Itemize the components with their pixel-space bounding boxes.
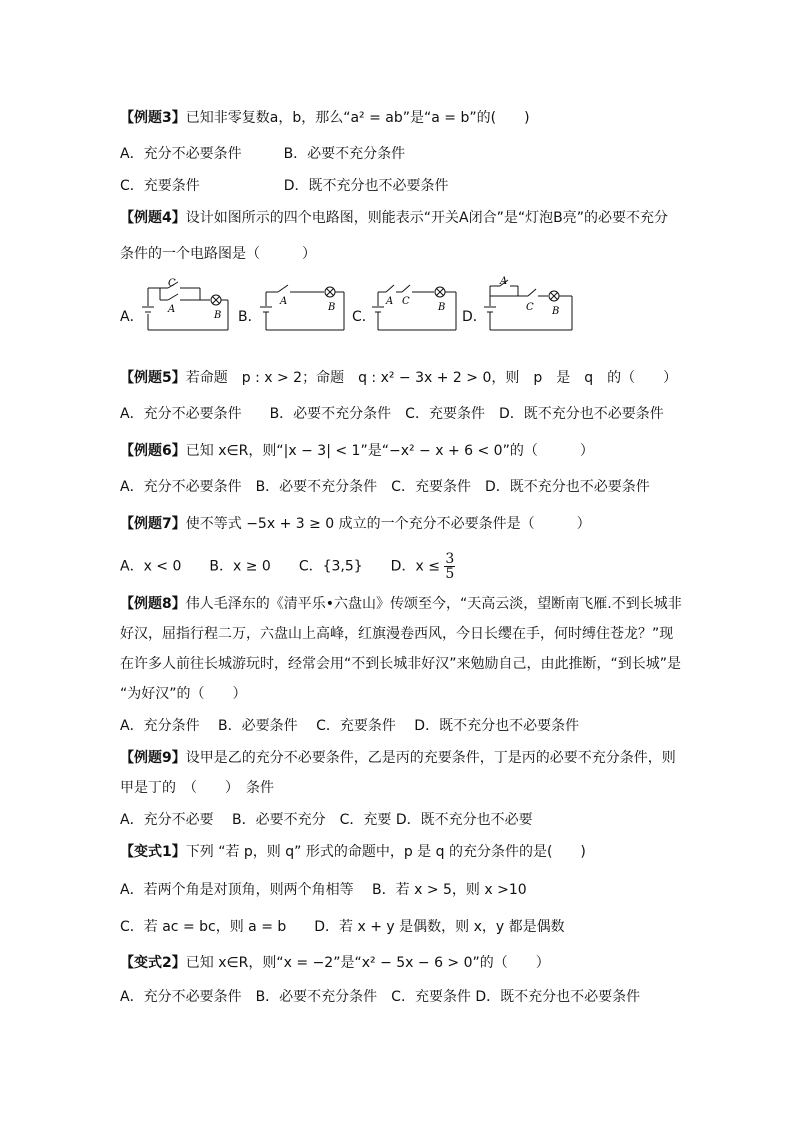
circuit-a-label-a: A: [168, 304, 176, 315]
variant-2-tag: 【变式2】: [120, 955, 186, 971]
example-4-text-2: 条件的一个电路图是（ ）: [120, 246, 316, 262]
circuit-a-label-b: B: [214, 310, 222, 321]
example-4-tag: 【例题4】: [120, 210, 186, 226]
circuit-c-label-b: B: [438, 302, 446, 313]
example-3-text: 已知非零复数a，b，那么“a² = ab”是“a = b”的( ): [185, 110, 530, 126]
circuit-diagram-d: [482, 276, 578, 334]
example-3-options-1: A．充分不必要条件 B．必要不充分条件: [120, 146, 406, 162]
example-8-text-4: “为好汉”的（ ）: [120, 686, 247, 702]
example-3-options-2: C．充要条件 D．既不充分也不必要条件: [120, 178, 449, 194]
example-5-question: [120, 368, 677, 388]
variant-2-question: [120, 953, 550, 973]
fraction-denominator: 5: [445, 566, 455, 582]
example-5-options: A．充分不必要条件 B．必要不充分条件 C．充要条件 D．既不充分也不必要条件: [120, 406, 664, 422]
circuit-c-label-c: C: [402, 296, 410, 307]
circuit-diagram-b: [258, 280, 350, 334]
example-9-tag: 【例题9】: [120, 750, 186, 766]
example-7-options: [120, 552, 455, 581]
example-6-tag: 【例题6】: [120, 443, 186, 459]
variant-1-options-1: A．若两个角是对顶角，则两个角相等 B．若 x > 5，则 x >10: [120, 882, 527, 898]
example-8-text-1: 伟人毛泽东的《清平乐•六盘山》传颂至今，“天高云淡，望断南飞雁.不到长城非: [185, 596, 682, 612]
example-7-options-text: A．x < 0 B．x ≥ 0 C．{3,5} D．x ≤: [120, 558, 440, 575]
example-9-text-1: 设甲是乙的充分不必要条件，乙是丙的充要条件，丁是丙的必要不充分条件，则: [185, 750, 676, 766]
circuit-a-label-c: C: [168, 278, 176, 289]
circuit-diagram-c: [370, 280, 462, 334]
circuit-d-label-a: A: [500, 276, 508, 287]
circuit-option-c-letter: C．: [352, 309, 376, 325]
example-3-tag: 【例题3】: [120, 110, 186, 126]
circuit-diagram-a: [140, 278, 236, 334]
fraction-numerator: 3: [445, 551, 455, 567]
example-8-tag: 【例题8】: [120, 596, 186, 612]
example-5-text: 若命题 p : x > 2；命题 q : x² − 3x + 2 > 0，则 p 是 q 的（ ）: [185, 370, 678, 386]
example-6-options: A．充分不必要条件 B．必要不充分条件 C．充要条件 D．既不充分也不必要条件: [120, 479, 650, 495]
variant-1-text: 下列 “若 p，则 q” 形式的命题中，p 是 q 的充分条件的是( ): [185, 844, 586, 860]
example-5-tag: 【例题5】: [120, 370, 186, 386]
example-8-text-2: 好汉，屈指行程二万，六盘山上高峰，红旗漫卷西风，今日长缨在手，何时缚住苍龙？”现: [120, 626, 674, 642]
variant-1-options-2: C．若 ac = bc，则 a = b D．若 x + y 是偶数，则 x，y 都是偶数: [120, 919, 565, 935]
variant-1-tag: 【变式1】: [120, 844, 186, 860]
example-3-question: [120, 108, 530, 128]
example-7-text: 使不等式 −5x + 3 ≥ 0 成立的一个充分不必要条件是（ ）: [185, 516, 591, 532]
circuit-option-b-letter: B．: [238, 309, 262, 325]
circuit-option-a-letter: A．: [120, 309, 144, 325]
circuit-option-d-letter: D．: [462, 309, 487, 325]
circuit-d-label-c: C: [526, 302, 534, 313]
example-9-question: [120, 748, 676, 768]
example-9-text-2: 甲是丁的 （ ） 条件: [120, 780, 274, 796]
example-6-text: 已知 x∈R，则“|x − 3| < 1”是“−x² − x + 6 < 0”的（ ）: [185, 443, 594, 459]
variant-1-question: [120, 842, 586, 862]
variant-2-text: 已知 x∈R，则“x = −2”是“x² − 5x − 6 > 0”的（ ）: [185, 955, 550, 971]
example-8-text-3: 在许多人前往长城游玩时，经常会用“不到长城非好汉”来勉励自己，由此推断，“到长城”是: [120, 656, 682, 672]
variant-2-options: A．充分不必要条件 B．必要不充分条件 C．充要条件 D．既不充分也不必要条件: [120, 989, 641, 1005]
circuit-d-label-b: B: [552, 306, 560, 317]
example-4-question: [120, 208, 668, 228]
example-6-question: [120, 441, 594, 461]
example-9-options: A．充分不必要 B．必要不充分 C．充要 D．既不充分也不必要: [120, 812, 533, 828]
example-7-fraction: [444, 552, 455, 581]
example-8-question: [120, 594, 682, 614]
example-8-options: A．充分条件 B．必要条件 C．充要条件 D．既不充分也不必要条件: [120, 718, 580, 734]
example-7-tag: 【例题7】: [120, 516, 186, 532]
example-7-question: [120, 514, 591, 534]
circuit-c-label-a: A: [386, 296, 394, 307]
circuit-b-label-b: B: [328, 302, 336, 313]
example-4-text-1: 设计如图所示的四个电路图，则能表示“开关A闭合”是“灯泡B亮”的必要不充分: [185, 210, 668, 226]
circuit-b-label-a: A: [280, 296, 288, 307]
